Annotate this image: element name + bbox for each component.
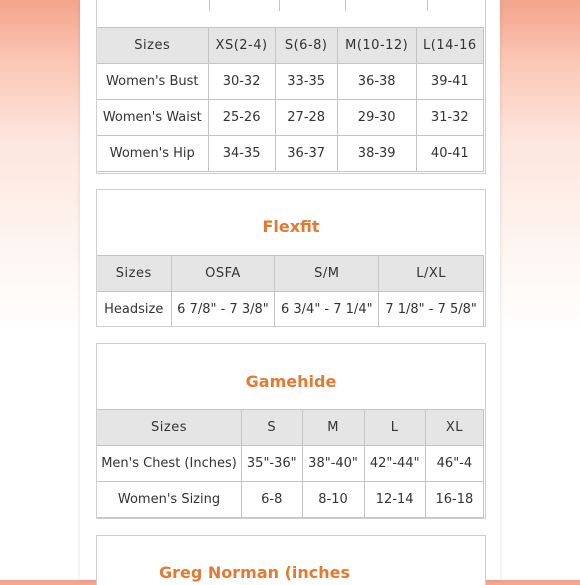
table-cell: 34-35 bbox=[208, 136, 275, 172]
header-cell: S/M bbox=[275, 256, 379, 292]
row-label: Women's Hip bbox=[97, 136, 209, 172]
table-header-row bbox=[97, 410, 484, 446]
header-cell: Sizes bbox=[97, 410, 242, 446]
table-cell: 33-35 bbox=[275, 64, 337, 100]
table-cell: 42"-44" bbox=[364, 446, 425, 482]
card-title: Gamehide bbox=[245, 372, 337, 391]
table-cell: 35"-36" bbox=[242, 446, 303, 482]
row-label: Women's Waist bbox=[97, 100, 209, 136]
table-cell: 7 1/8" - 7 5/8" bbox=[379, 292, 484, 328]
row-label: Women's Sizing bbox=[97, 482, 242, 518]
row-label: Men's Chest (Inches) bbox=[97, 446, 242, 482]
table-cell: 6 3/4" - 7 1/4" bbox=[275, 292, 379, 328]
table-cell: 25-26 bbox=[208, 100, 275, 136]
header-cell: XS(2-4) bbox=[208, 28, 275, 64]
table-row bbox=[97, 482, 484, 518]
table-cell: 38"-40" bbox=[302, 446, 364, 482]
table-row bbox=[97, 100, 484, 136]
table-row bbox=[97, 136, 484, 172]
header-cell: M bbox=[302, 410, 364, 446]
women-size-card bbox=[96, 0, 486, 174]
row-label: Women's Bust bbox=[97, 64, 209, 100]
header-cell: M(10-12) bbox=[337, 28, 416, 64]
header-cell: L bbox=[364, 410, 425, 446]
table-row bbox=[97, 292, 484, 328]
gamehide-size-table bbox=[96, 409, 484, 518]
table-cell: 8-10 bbox=[302, 482, 364, 518]
card-title: Greg Norman (inches bbox=[159, 563, 351, 582]
table-cell: 6-8 bbox=[242, 482, 303, 518]
table-cell: 38-39 bbox=[337, 136, 416, 172]
header-cell: S bbox=[242, 410, 303, 446]
table-cell: 46"-4 bbox=[425, 446, 483, 482]
table-cell: 27-28 bbox=[275, 100, 337, 136]
greg-norman-size-card bbox=[96, 535, 486, 585]
table-cell: 30-32 bbox=[208, 64, 275, 100]
table-cell: 36-37 bbox=[275, 136, 337, 172]
gamehide-size-card bbox=[96, 343, 486, 519]
table-cell: 16-18 bbox=[425, 482, 483, 518]
header-cell: Sizes bbox=[97, 256, 172, 292]
table-row bbox=[97, 446, 484, 482]
table-header-row bbox=[97, 28, 484, 64]
table-cell: 31-32 bbox=[416, 100, 483, 136]
table-header-row bbox=[97, 256, 484, 292]
table-row bbox=[97, 64, 484, 100]
table-cell: 12-14 bbox=[364, 482, 425, 518]
table-cell: 40-41 bbox=[416, 136, 483, 172]
header-cell: Sizes bbox=[97, 28, 209, 64]
table-cell: 36-38 bbox=[337, 64, 416, 100]
table-cell: 29-30 bbox=[337, 100, 416, 136]
flexfit-size-table bbox=[96, 255, 484, 327]
flexfit-size-card bbox=[96, 189, 486, 327]
header-cell: XL bbox=[425, 410, 483, 446]
card-title: Flexfit bbox=[262, 217, 320, 236]
women-size-table bbox=[96, 27, 484, 172]
row-label: Headsize bbox=[97, 292, 172, 328]
header-cell: L/XL bbox=[379, 256, 484, 292]
header-cell: L(14-16 bbox=[416, 28, 483, 64]
table-cell: 39-41 bbox=[416, 64, 483, 100]
table-cell: 6 7/8" - 7 3/8" bbox=[171, 292, 275, 328]
header-cell: OSFA bbox=[171, 256, 275, 292]
header-cell: S(6-8) bbox=[275, 28, 337, 64]
